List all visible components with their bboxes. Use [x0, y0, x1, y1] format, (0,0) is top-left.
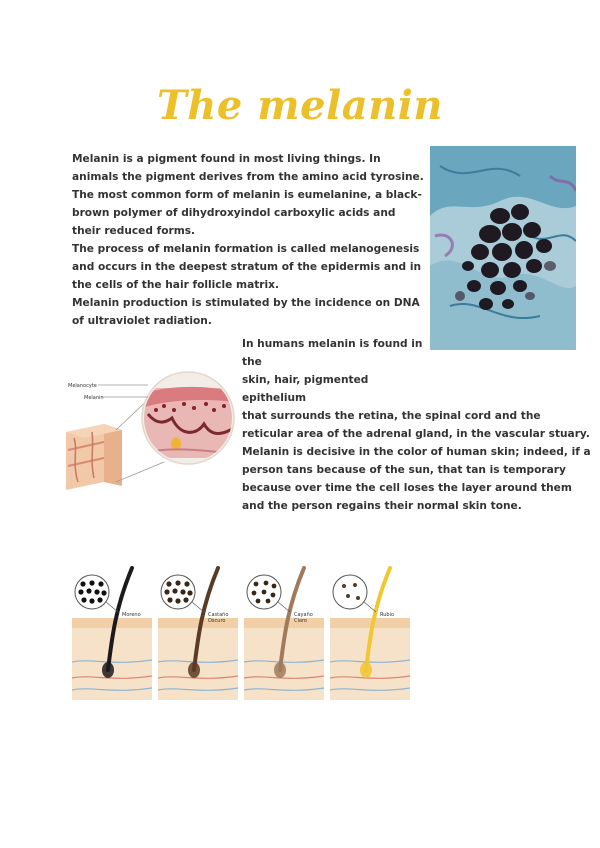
hair-type-label: Moreno: [122, 612, 141, 618]
melanin-granules-icon: [333, 575, 367, 609]
magnified-skin-circle: [142, 372, 234, 464]
intro-sentence-4: Melanin production is stimulated by the incidence on DNA of ultraviolet radiation.: [72, 297, 420, 327]
hair-panel-4: [330, 568, 410, 700]
page-title: The melanin: [157, 82, 443, 129]
intro-sentence-2: The most common form of melanin is eumelanine, a black-brown polymer of dihydroxyindol carboxylic acids and their reduced forms.: [72, 189, 422, 237]
second-paragraph: [242, 335, 592, 515]
humans-line-2: skin, hair, pigmented epithelium: [242, 374, 369, 404]
decisive-text: Melanin is decisive in the color of human skin; indeed, if a person tans because of the sun, that tan is temporary because over time the cell loses the layer around them and the person regains their normal skin tone.: [242, 446, 591, 512]
hair-panel-3: [244, 568, 324, 700]
intro-paragraph: [72, 150, 424, 330]
melanin-micrograph-image: [430, 146, 576, 350]
hair-panel-1: [72, 568, 152, 700]
melanin-label: Melanin: [84, 395, 104, 401]
hair-type-label: Rubio: [380, 612, 395, 618]
intro-sentence-3: The process of melanin formation is called melanogenesis and occurs in the deepest stratum of the epidermis and in the cells of the hair follicle matrix.: [72, 243, 421, 291]
humans-rest: that surrounds the retina, the spinal cord and the reticular area of the adrenal gland, in the vascular stuary.: [242, 410, 590, 440]
melanocyte-label: Melanocyte: [68, 383, 97, 389]
skin-block-icon: [66, 424, 122, 490]
skin-melanocyte-illustration: [64, 354, 236, 494]
hair-type-label: Castaño Oscuro: [208, 612, 229, 624]
intro-sentence-1: Melanin is a pigment found in most living things. In animals the pigment derives from the amino acid tyrosine.: [72, 153, 424, 183]
humans-line-1: In humans melanin is found in the: [242, 338, 423, 368]
hair-color-comparison-illustration: [72, 566, 412, 706]
hair-type-label: Cayaño Claro: [294, 612, 313, 624]
hair-panel-2: [158, 568, 238, 700]
